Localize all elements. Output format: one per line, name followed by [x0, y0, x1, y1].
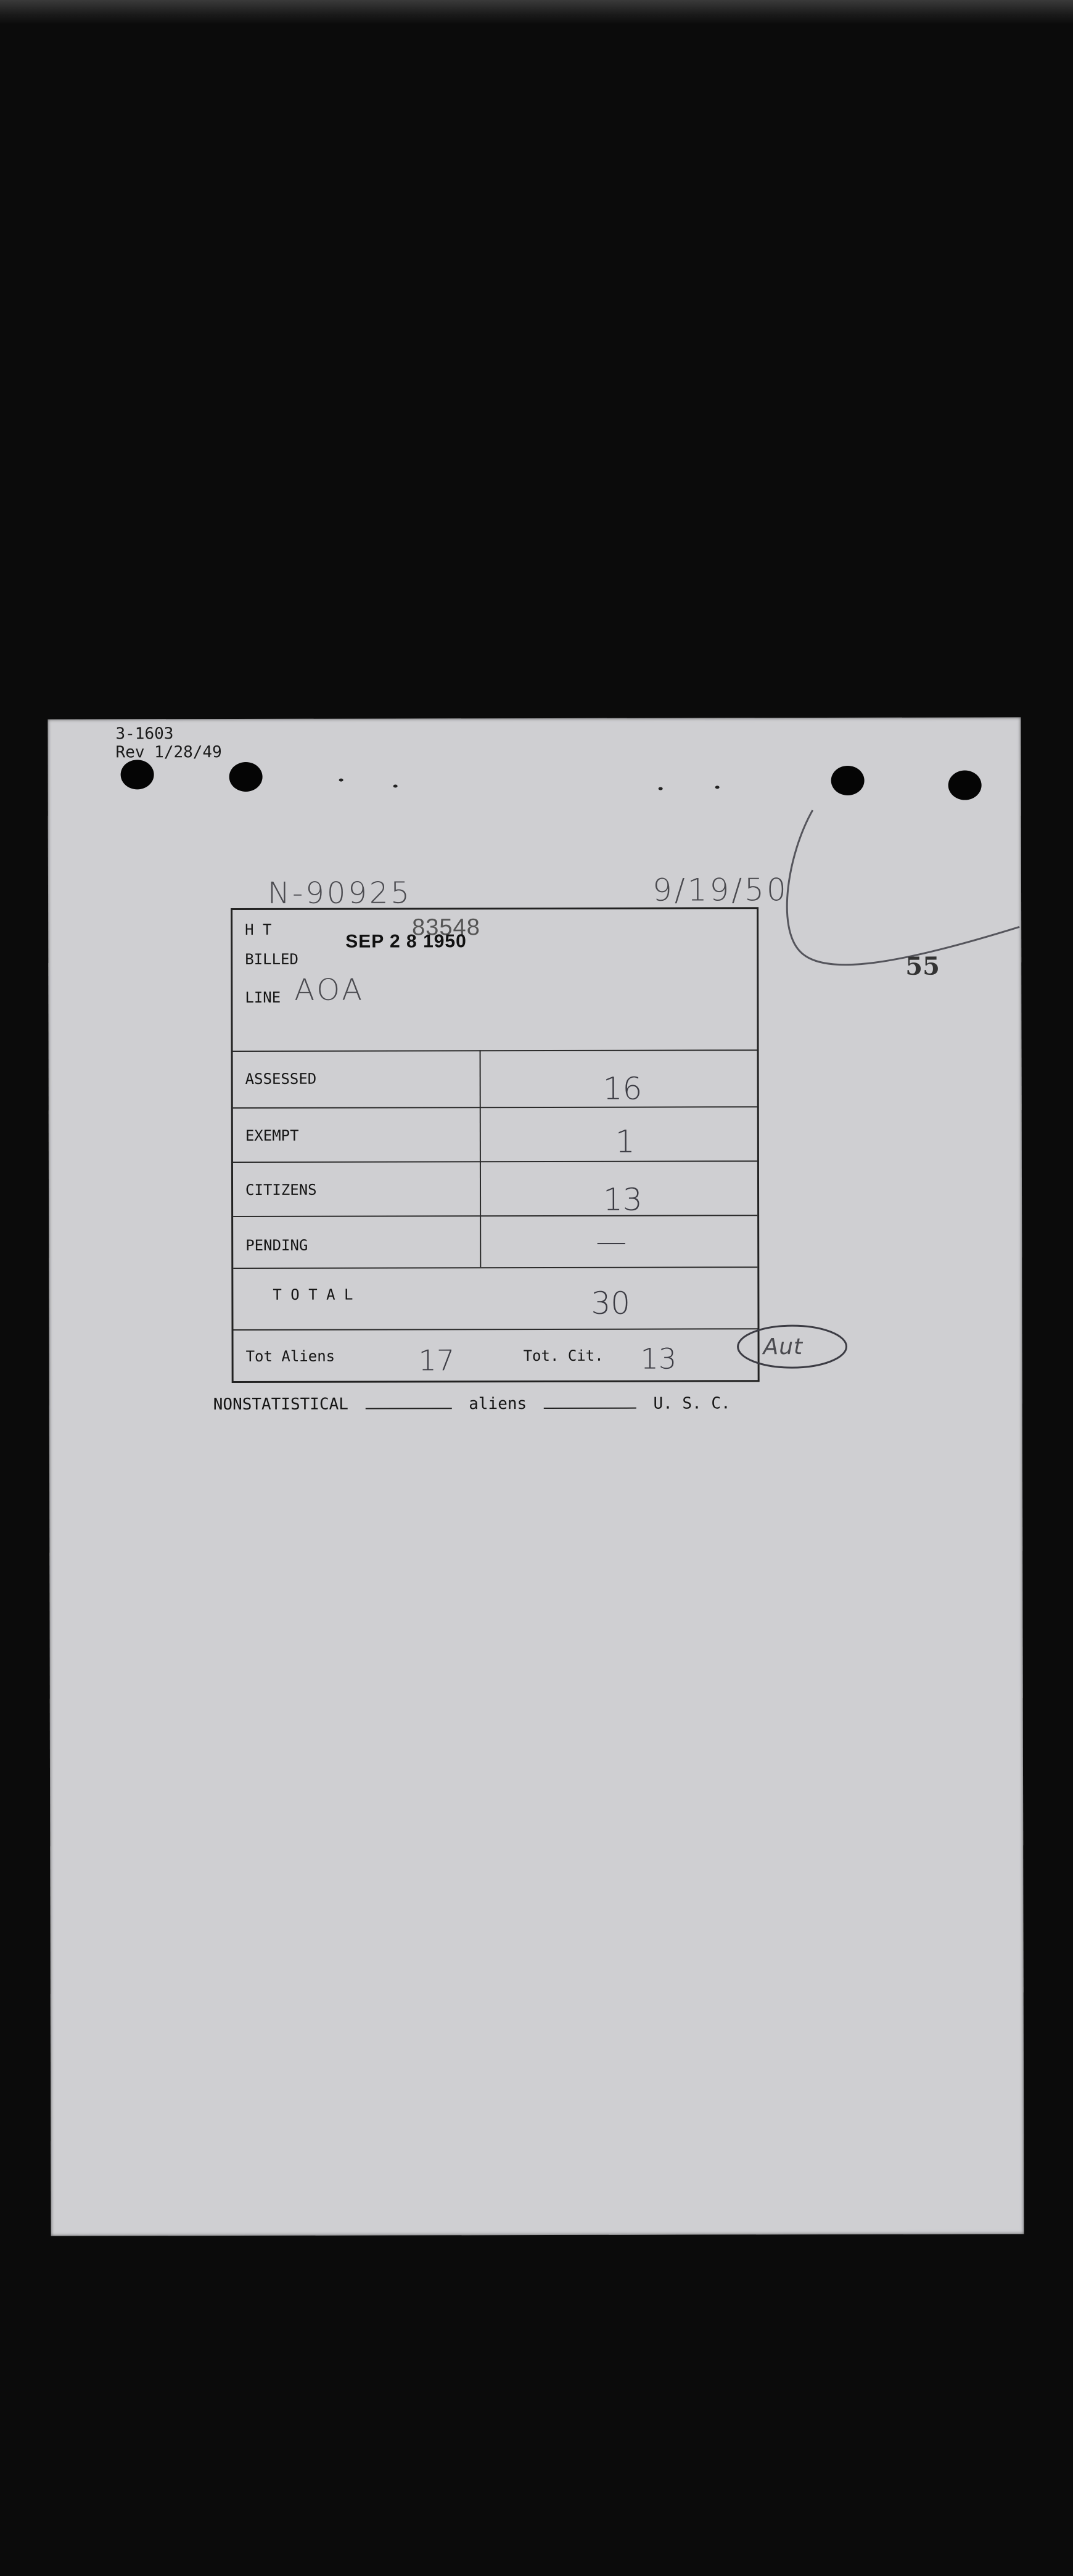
exempt-value: 1 [615, 1123, 635, 1160]
billed-label: BILLED [245, 950, 298, 968]
tot-cit-label: Tot. Cit. [523, 1347, 604, 1365]
line-value: AOA [294, 972, 365, 1007]
punch-hole-right-1 [831, 766, 865, 795]
file-number: N-90925 [267, 876, 412, 911]
citizens-value: 13 [602, 1181, 643, 1218]
punch-hole-left-2 [229, 762, 263, 792]
speck [393, 784, 398, 787]
speck [339, 779, 343, 782]
pending-value: — [596, 1223, 627, 1260]
page-number: 55 [905, 951, 940, 981]
total-label: T O T A L [273, 1286, 353, 1303]
aliens-label: aliens [469, 1395, 527, 1414]
line-label: LINE [245, 988, 281, 1006]
ht-label: H T [245, 921, 272, 938]
exempt-label: EXEMPT [245, 1126, 299, 1144]
scanner-edge [0, 0, 1073, 25]
footer-line [213, 1394, 731, 1414]
blank-line [544, 1408, 636, 1409]
punch-hole-left-1 [121, 760, 154, 789]
tot-aliens-value: 17 [418, 1343, 455, 1377]
usc-label: U. S. C. [653, 1394, 731, 1413]
assessed-label: ASSESSED [245, 1070, 317, 1088]
initials: Aut [763, 1334, 804, 1360]
speck [715, 786, 720, 789]
pencil-curve [776, 803, 1023, 977]
nonstatistical-label: NONSTATISTICAL [213, 1395, 348, 1414]
tot-aliens-label: Tot Aliens [245, 1347, 335, 1365]
tally-form [231, 907, 760, 1383]
form-number: 3-1603 Rev 1/28/49 [115, 724, 222, 762]
assessed-value: 16 [602, 1070, 643, 1107]
total-value: 30 [591, 1285, 631, 1321]
blank-line [366, 1408, 452, 1409]
tot-cit-value: 13 [640, 1342, 677, 1376]
handwritten-date: 9/19/50 [652, 872, 789, 908]
stamp-number: 83548 [412, 914, 480, 941]
received-date-stamp: SEP 2 8 1950 [345, 931, 467, 952]
pending-label: PENDING [245, 1236, 308, 1254]
speck [659, 787, 663, 790]
citizens-label: CITIZENS [245, 1181, 317, 1199]
punch-hole-right-2 [948, 770, 982, 800]
document-page [47, 717, 1024, 2236]
